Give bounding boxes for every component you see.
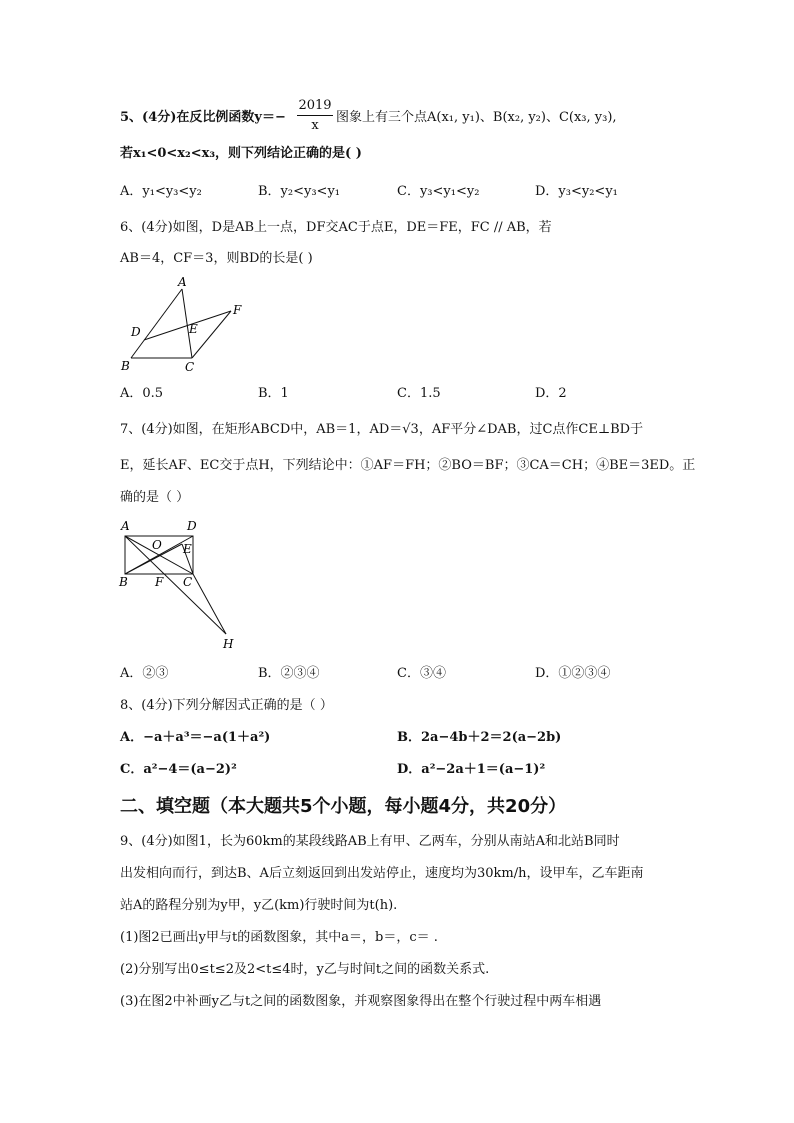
q6-line2: AB＝4，CF＝3，则BD的长是( ) [120,251,313,266]
q6-label-e: E [189,322,198,336]
fraction-bar [297,115,333,116]
q9-sub3: (3)在图2中补画y乙与t之间的函数图象，并观察图象得出在整个行驶过程中两车相遇 [120,994,602,1009]
q8-option-c: C．a²−4＝(a−2)² [120,762,237,777]
q6-label-c: C [185,360,195,374]
q5-fraction [297,98,333,133]
q8-option-b: B．2a−4b＋2＝2(a−2b) [397,730,562,745]
q7-option-b: B．②③④ [258,666,320,681]
q6-option-a: A．0.5 [120,386,164,401]
q9-sub1: (1)图2已画出y甲与t的函数图象，其中a＝，b＝，c＝ . [120,930,438,945]
q7-label-c: C [183,575,193,589]
section-heading: 二、填空题（本大题共5个小题，每小题4分，共20分） [120,796,567,817]
q9-line2: 出发相向而行，到达B、A后立刻返回到出发站停止，速度均为30km/h，设甲车，乙车距南 [120,866,644,881]
q7-figure [115,514,245,654]
q7-option-a: A．②③ [120,666,169,681]
q6-line1: 6、(4分)如图，D是AB上一点，DF交AC于点E，DE＝FE，FC // AB，若 [120,220,552,235]
q7-label-f: F [155,575,164,589]
q6-label-b: B [121,359,130,373]
q6-option-c: C．1.5 [397,386,441,401]
q5-line1-post: 图象上有三个点A(x₁, y₁)、B(x₂, y₂)、C(x₃, y₃), [336,110,617,125]
q7-option-d: D．①②③④ [535,666,611,681]
q6-label-a: A [178,275,187,289]
q8-option-a: A．−a＋a³＝−a(1＋a²) [120,730,271,745]
q5-option-a: A．y₁<y₃<y₂ [120,184,202,199]
q8-option-d: D．a²−2a＋1＝(a−1)² [397,762,546,777]
q9-line1: 9、(4分)如图1，长为60km的某段线路AB上有甲、乙两车，分别从南站A和北站B同时 [120,834,620,849]
q6-label-f: F [233,303,242,317]
q7-label-h: H [223,637,234,651]
q6-option-d: D．2 [535,386,567,401]
q5-fraction-numerator: 2019 [298,98,332,113]
q7-label-e: E [183,542,192,556]
q5-option-b: B．y₂<y₃<y₁ [258,184,341,199]
q7-label-d: D [187,519,197,533]
q8-stem: 8、(4分)下列分解因式正确的是（ ） [120,698,333,713]
q6-figure [115,274,255,374]
q9-sub2: (2)分别写出0≤t≤2及2<t≤4时，y乙与时间t之间的函数关系式. [120,962,490,977]
q7-label-o: O [152,538,162,552]
q5-option-c: C．y₃<y₁<y₂ [397,184,480,199]
q6-label-d: D [131,325,141,339]
q7-label-a: A [121,519,130,533]
q7-line2: E，延长AF、EC交于点H，下列结论中：①AF＝FH；②BO＝BF；③CA＝CH；④BE＝3ED。正 [120,458,696,473]
q7-label-b: B [119,575,128,589]
q5-fraction-denominator: x [311,118,319,133]
q5-line1-pre: 5、(4分)在反比例函数y＝− [120,110,286,125]
q5-option-d: D．y₃<y₂<y₁ [535,184,618,199]
q6-option-b: B．1 [258,386,289,401]
q5-line2: 若x₁<0<x₂<x₃，则下列结论正确的是( ) [120,146,362,161]
q7-option-c: C．③④ [397,666,446,681]
q9-line3: 站A的路程分别为y甲，y乙(km)行驶时间为t(h). [120,898,398,913]
q7-line1: 7、(4分)如图，在矩形ABCD中，AB＝1，AD＝√3，AF平分∠DAB，过C点作CE⊥BD于 [120,422,644,437]
q7-line3: 确的是（ ） [120,490,190,505]
